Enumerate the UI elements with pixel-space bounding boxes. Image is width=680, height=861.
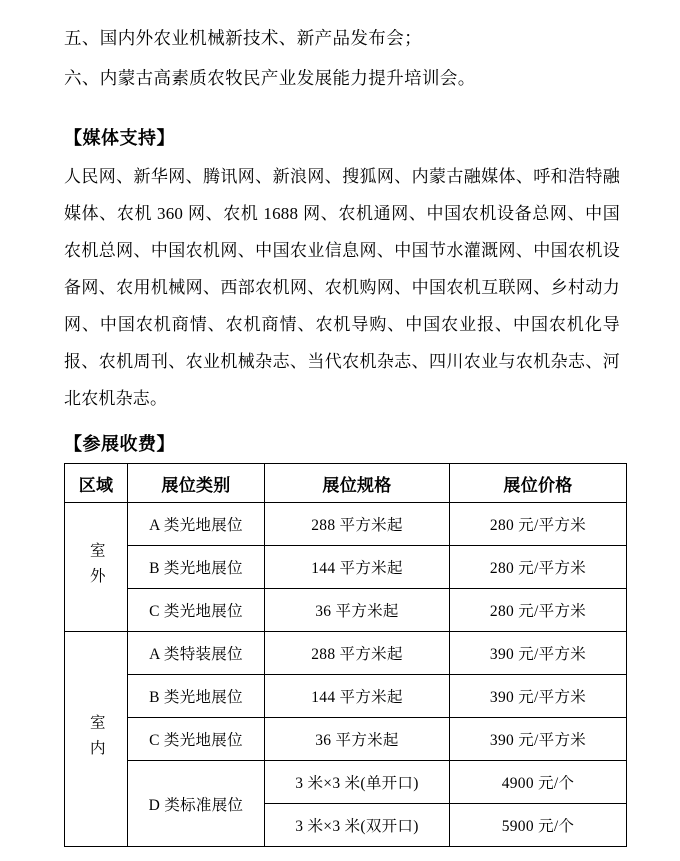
media-support-paragraph: 人民网、新华网、腾讯网、新浪网、搜狐网、内蒙古融媒体、呼和浩特融媒体、农机 360 网、农机 1688 网、农机通网、中国农机设备总网、中国农机总网、中国农机网、中国农业信息网、中国节水灌溉网、中国农机设备网、农用机械网、西部农机网、农机购网、中国农机互联网、乡村动力网、中国农机商情、农机商情、农机导购、中国农业报、中国农机化导报、农机周刊、农业机械杂志、当代农机杂志、四川农业与农机杂志、河北农机杂志。	[64, 167, 620, 408]
booth-type: C 类光地展位	[128, 718, 265, 761]
booth-spec: 36 平方米起	[265, 589, 450, 632]
booth-type: B 类光地展位	[128, 546, 265, 589]
booth-spec: 3 米×3 米(单开口)	[265, 761, 450, 804]
booth-spec: 144 平方米起	[265, 675, 450, 718]
booth-price: 4900 元/个	[450, 761, 627, 804]
booth-type: A 类特装展位	[128, 632, 265, 675]
booth-spec: 36 平方米起	[265, 718, 450, 761]
area-indoor	[65, 632, 128, 847]
booth-spec: 144 平方米起	[265, 546, 450, 589]
booth-price: 390 元/平方米	[450, 718, 627, 761]
booth-type: D 类标准展位	[128, 761, 265, 847]
booth-price: 390 元/平方米	[450, 675, 627, 718]
booth-type: B 类光地展位	[128, 675, 265, 718]
booth-price: 280 元/平方米	[450, 546, 627, 589]
table-header-row	[65, 464, 627, 503]
booth-spec: 3 米×3 米(双开口)	[265, 804, 450, 847]
list-item: 六、内蒙古高素质农牧民产业发展能力提升培训会。	[64, 68, 476, 88]
table-row	[65, 632, 627, 675]
table-row	[65, 675, 627, 718]
booth-price: 280 元/平方米	[450, 503, 627, 546]
booth-price: 390 元/平方米	[450, 632, 627, 675]
list-item: 五、国内外农业机械新技术、新产品发布会；	[64, 28, 422, 48]
table-row	[65, 718, 627, 761]
area-outdoor-label: 室外	[87, 541, 105, 593]
fee-table-header	[65, 464, 627, 503]
header-booth-price: 展位价格	[450, 464, 627, 503]
media-support-heading: 【媒体支持】	[64, 128, 175, 148]
booth-spec: 288 平方米起	[265, 503, 450, 546]
booth-type: C 类光地展位	[128, 589, 265, 632]
table-row	[65, 546, 627, 589]
table-row	[65, 761, 627, 804]
booth-price: 5900 元/个	[450, 804, 627, 847]
area-indoor-label: 室内	[87, 713, 105, 765]
header-booth-spec: 展位规格	[265, 464, 450, 503]
booth-price: 280 元/平方米	[450, 589, 627, 632]
booth-type: A 类光地展位	[128, 503, 265, 546]
fee-table	[64, 463, 627, 847]
header-area: 区域	[65, 464, 128, 503]
fee-table-body	[65, 503, 627, 847]
table-row	[65, 503, 627, 546]
header-booth-type: 展位类别	[128, 464, 265, 503]
fee-heading: 【参展收费】	[64, 434, 175, 454]
area-outdoor	[65, 503, 128, 632]
booth-spec: 288 平方米起	[265, 632, 450, 675]
table-row	[65, 589, 627, 632]
